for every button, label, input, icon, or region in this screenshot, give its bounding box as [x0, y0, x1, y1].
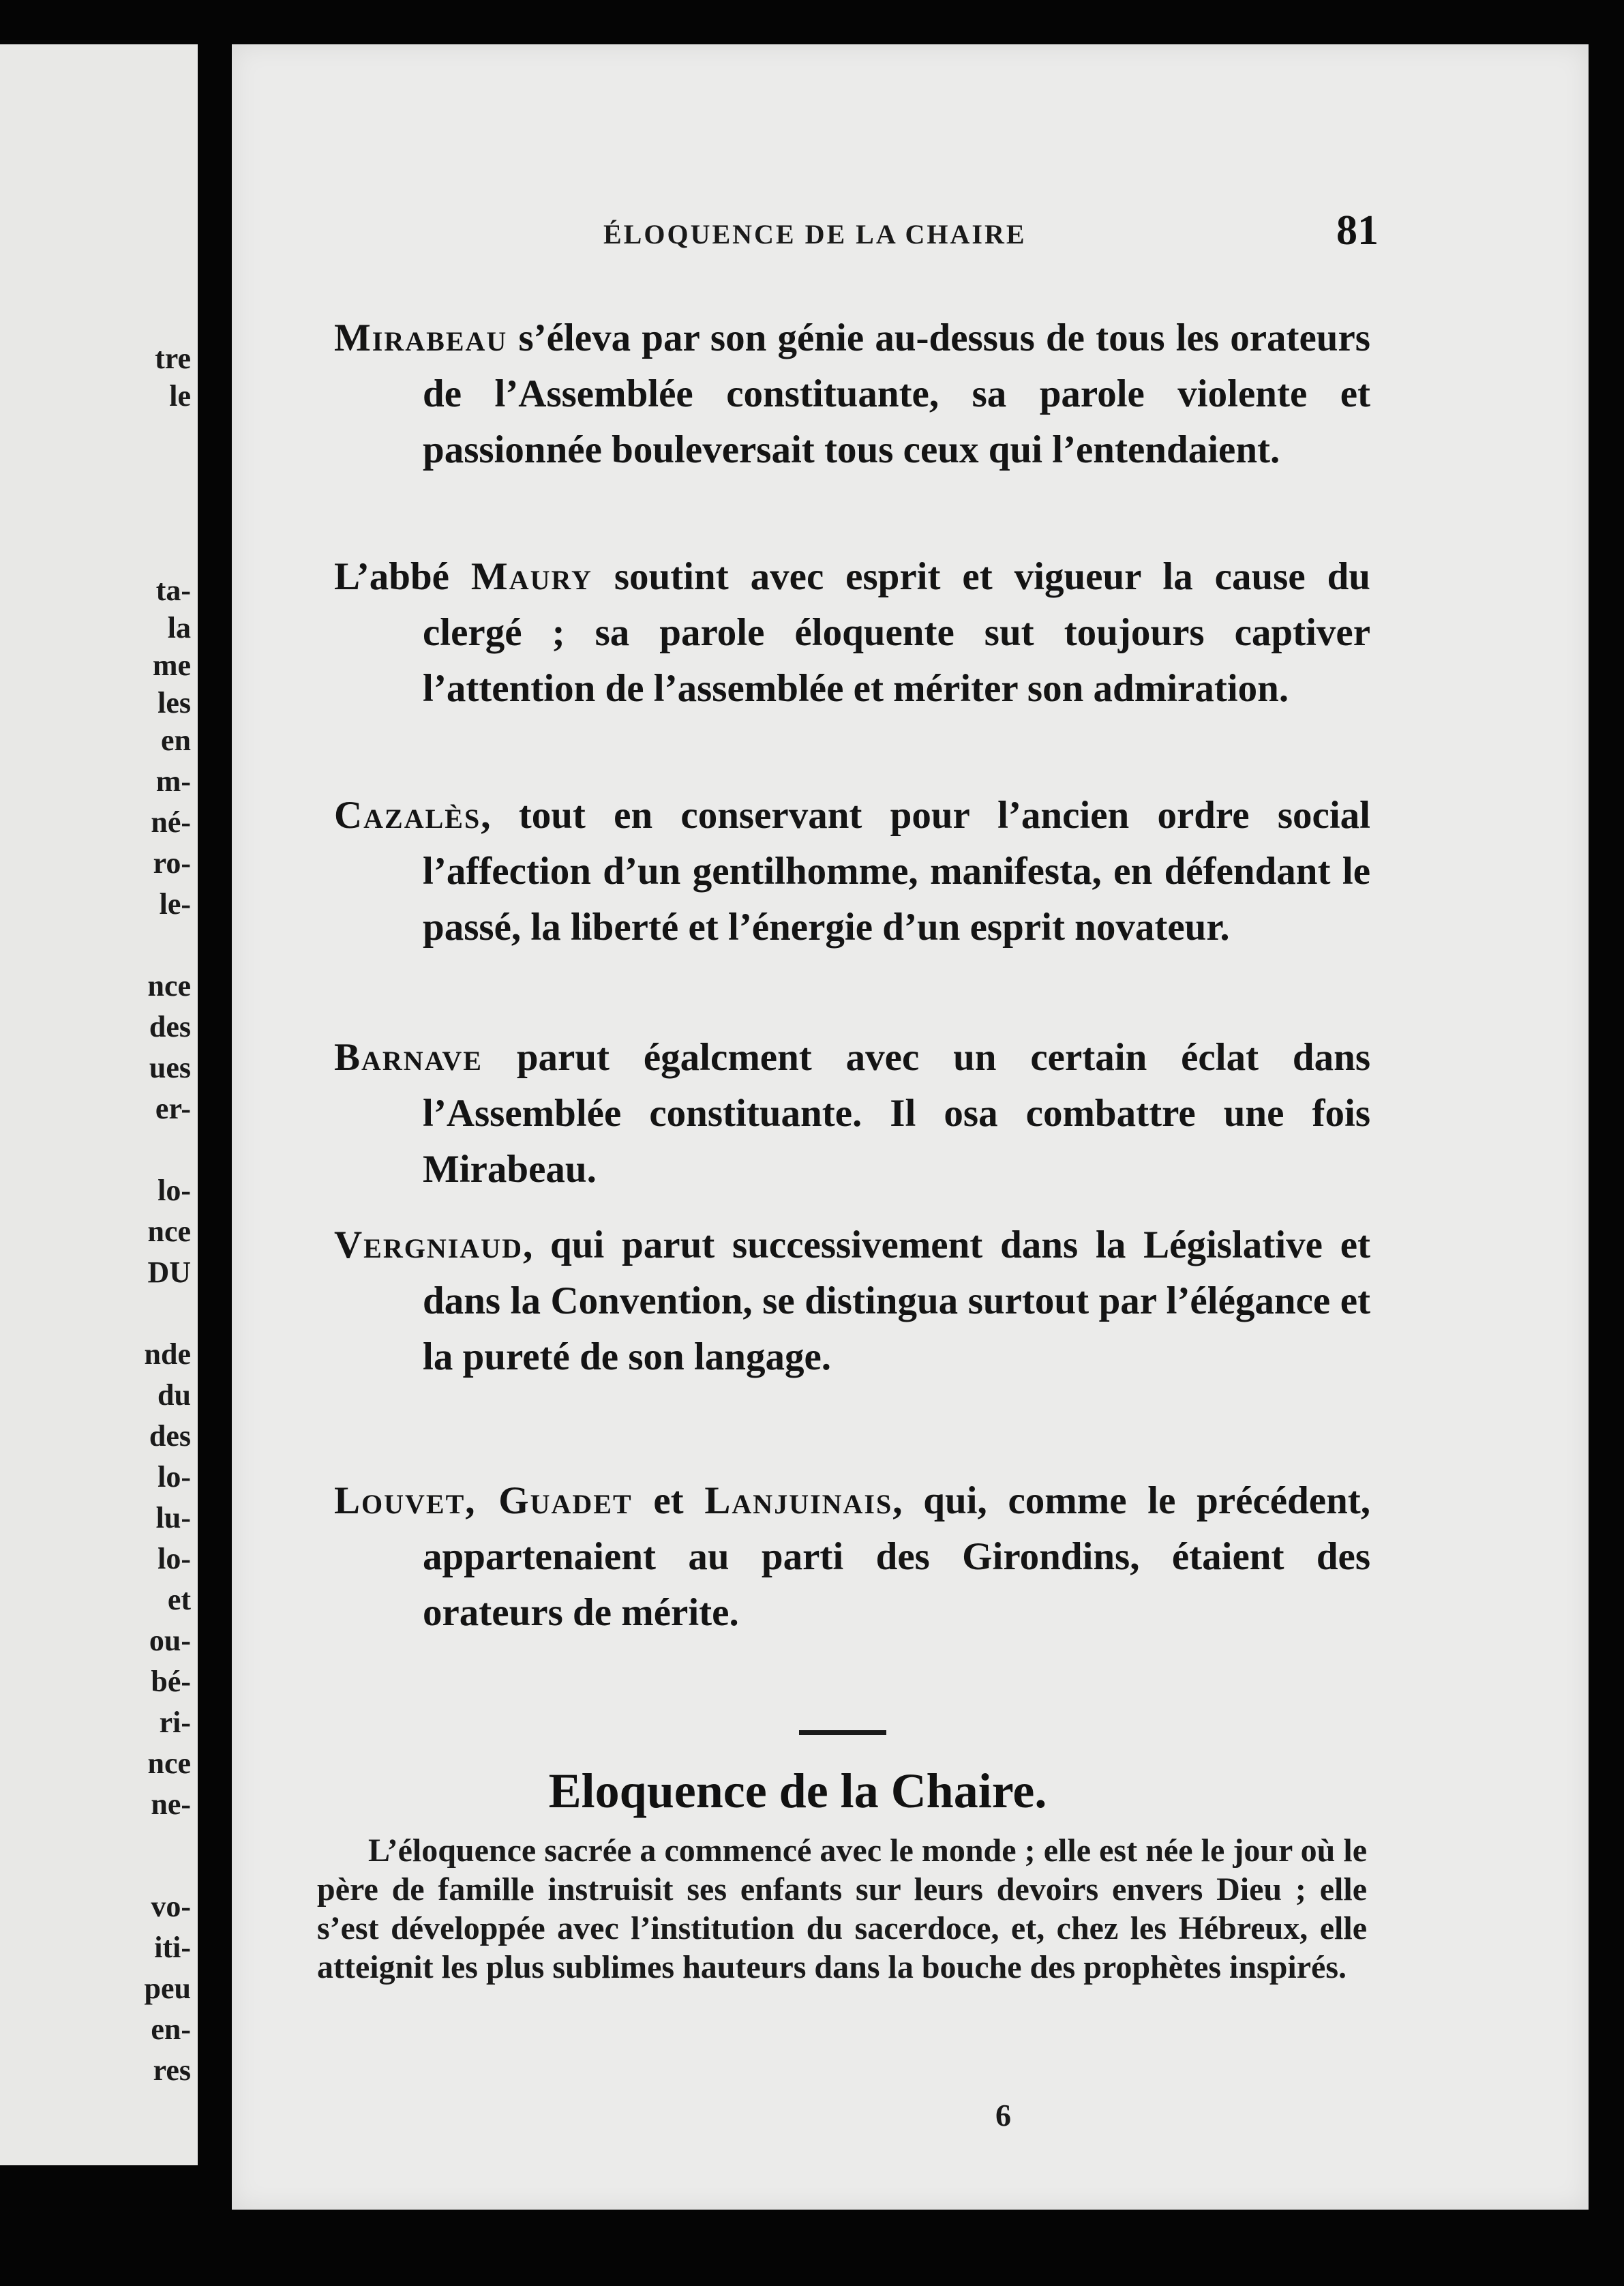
running-head: ÉLOQUENCE DE LA CHAIRE — [603, 219, 1027, 250]
entry-text: , qui, comme le précédent, appartenaient au parti des Girondins, étaient des orateurs de mérite. — [423, 1479, 1371, 1634]
section-title: Eloquence de la Chaire. — [548, 1764, 1047, 1818]
left-page-fragment: ues — [149, 1051, 191, 1084]
left-page-fragment: lo- — [157, 1174, 191, 1207]
left-page-fragment: en- — [151, 2013, 191, 2046]
orator-name: Mirabeau — [334, 316, 508, 359]
book-page — [232, 44, 1589, 2210]
entry-mirabeau — [334, 310, 1370, 478]
orator-name: Maury — [470, 555, 592, 598]
orator-name: Louvet, Guadet — [334, 1479, 633, 1522]
orator-name: Lanjuinais — [704, 1479, 893, 1522]
left-page-fragment: nde — [144, 1337, 191, 1371]
left-page-fragment: m- — [155, 765, 191, 798]
left-page-fragment: ro- — [153, 846, 191, 880]
left-page-fragment: ne- — [151, 1787, 191, 1821]
entry-girondins — [334, 1473, 1370, 1641]
entry-prefix: L’abbé — [334, 555, 471, 598]
left-page-fragment: le — [169, 379, 191, 413]
entry-maury — [334, 549, 1370, 717]
left-page-fragment: nce — [147, 1215, 191, 1248]
left-page-fragment: me — [152, 649, 191, 682]
left-page-fragment: des — [149, 1010, 191, 1043]
left-page-fragment: nce — [147, 1747, 191, 1780]
orator-name: Cazalès — [334, 794, 481, 837]
left-page-fragment: er- — [155, 1092, 191, 1125]
previous-page-edge — [0, 44, 198, 2165]
left-page-fragment: bé- — [151, 1665, 191, 1698]
left-page-fragment: res — [153, 2053, 191, 2087]
left-page-fragment: né- — [151, 805, 191, 839]
signature-mark: 6 — [995, 2098, 1011, 2133]
left-page-fragment: iti- — [154, 1931, 191, 1964]
entry-text: s’éleva par son génie au-dessus de tous les orateurs de l’Assemblée constituante, sa parole violente et passionnée bouleversait tous ceux qui l’entendaient. — [423, 316, 1370, 471]
left-page-fragment: lu- — [155, 1501, 191, 1534]
section-paragraph: L’éloquence sacrée a commencé avec le monde ; elle est née le jour où le père de famille instruisit ses enfants sur leurs devoirs envers Dieu ; elle s’est développée avec l’institution du sacerdoce, et, chez les Hébreux, elle atteignit les plus sublimes hauteurs dans la bouche des prophètes inspirés. — [317, 1832, 1367, 1985]
left-page-fragment: ou- — [149, 1624, 191, 1657]
left-page-fragment: en — [161, 724, 191, 757]
left-page-fragment: des — [149, 1419, 191, 1453]
entry-cazales — [334, 788, 1370, 955]
entry-text: parut égalcment avec un certain éclat dans l’Assemblée constituante. Il osa combattre une fois Mirabeau. — [423, 1036, 1370, 1191]
entry-text: , qui parut successivement dans la Législative et dans la Convention, se distingua surtout par l’élégance et la pureté de son langage. — [423, 1223, 1370, 1378]
orator-name: Vergniaud — [334, 1223, 523, 1266]
left-page-fragment: la — [167, 611, 191, 644]
left-page-fragment: ri- — [159, 1706, 191, 1739]
left-page-fragment: tre — [155, 342, 191, 375]
left-page-fragment: vo- — [151, 1890, 191, 1923]
left-page-fragment: lo- — [157, 1542, 191, 1575]
left-page-fragment: peu — [144, 1972, 191, 2005]
left-page-fragment: les — [157, 686, 191, 719]
left-page-fragment: lo- — [157, 1460, 191, 1494]
left-page-fragment: DU — [147, 1256, 191, 1289]
left-page-fragment: nce — [147, 969, 191, 1003]
left-page-fragment: du — [157, 1378, 191, 1412]
page-number: 81 — [1336, 207, 1379, 254]
entry-vergniaud — [334, 1217, 1370, 1385]
section-divider — [799, 1730, 886, 1735]
entry-barnave — [334, 1030, 1370, 1198]
entry-connector: et — [632, 1479, 705, 1522]
left-page-fragment: ta- — [155, 574, 191, 607]
entry-text: soutint avec esprit et vigueur la cause du clergé ; sa parole éloquente sut toujours captiver l’attention de l’assemblée et mériter son admiration. — [423, 555, 1371, 710]
left-page-fragment: le- — [159, 887, 191, 921]
entry-text: , tout en conservant pour l’ancien ordre social l’affection d’un gentilhomme, manifesta, en défendant le passé, la liberté et l’énergie d’un esprit novateur. — [423, 794, 1370, 949]
orator-name: Barnave — [334, 1036, 483, 1079]
left-page-fragment: et — [167, 1583, 191, 1616]
